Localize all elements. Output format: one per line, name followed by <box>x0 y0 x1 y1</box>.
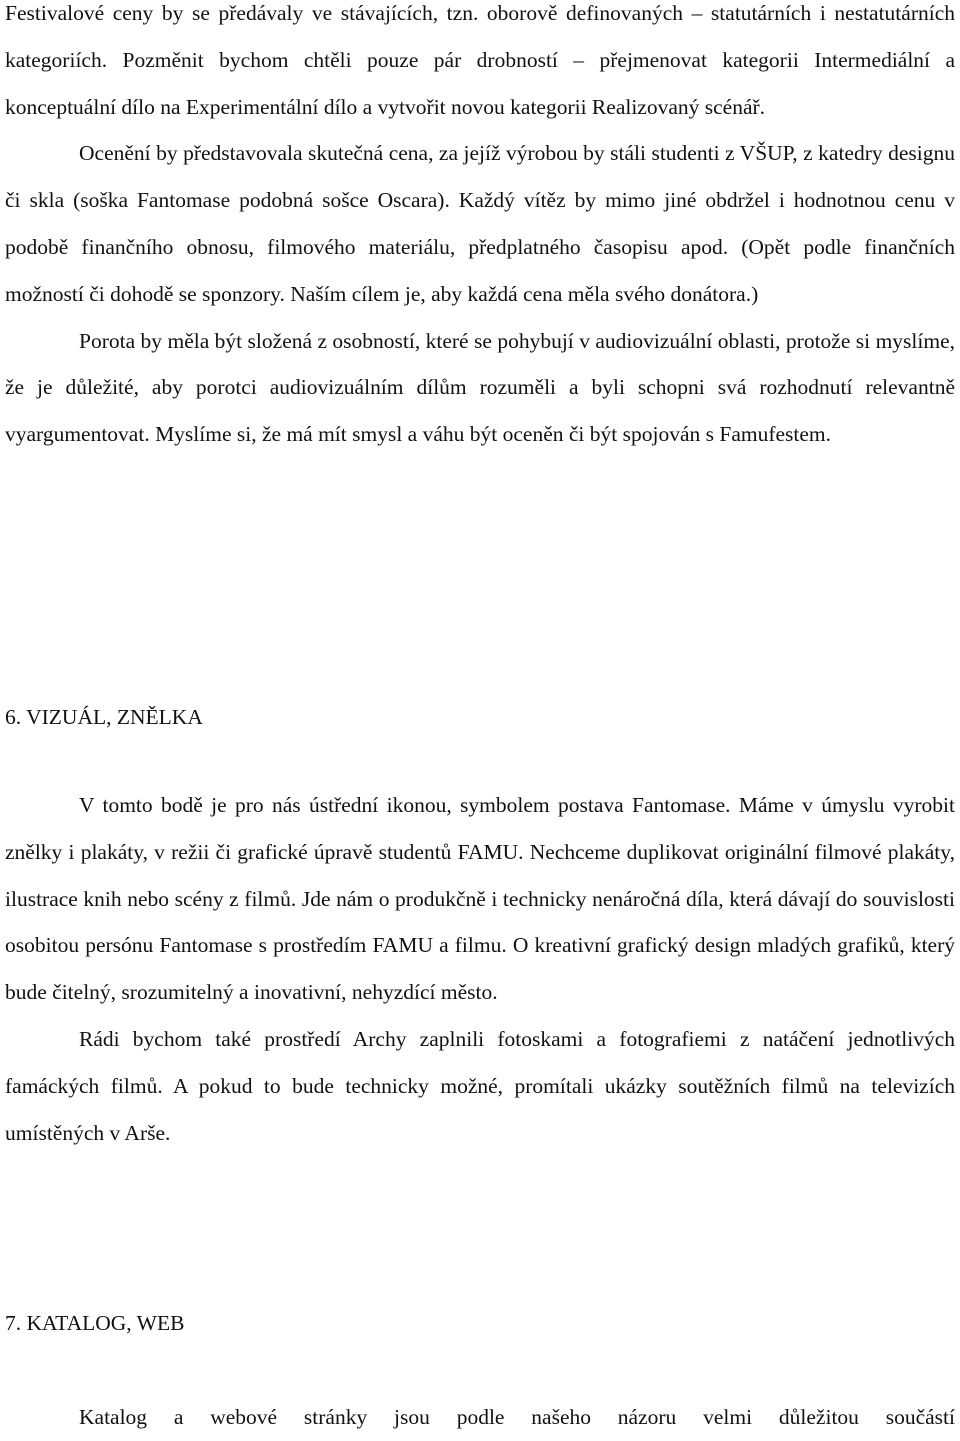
section-katalog <box>5 1394 955 1441</box>
paragraph-porota: Porota by měla být složená z osobností, které se pohybují v audiovizuální oblasti, protože si myslíme, že je důležité, aby porotci audiovizuálním dílům rozuměli a byli schopni svá rozhodnutí relevantně vyargumentovat. Myslíme si, že má mít smysl a váhu být oceněn či být spojován s Famufestem. <box>5 328 955 447</box>
paragraph-intro: Festivalové ceny by se předávaly ve stávajících, tzn. oborově definovaných – statutárních i nestatutárních kategoriích. Pozměnit bychom chtěli pouze pár drobností – přejmenovat kategorii Intermediální a konceptuální dílo na Experimentální dílo a vytvořit novou kategorii Realizovaný scénář. <box>5 1 955 119</box>
heading-katalog: 7. KATALOG, WEB <box>5 1311 185 1335</box>
section-awards <box>5 0 955 458</box>
section-vizual <box>5 782 955 1156</box>
paragraph-archa: Rádi bychom také prostředí Archy zaplnili fotoskami a fotografiemi z natáčení jednotlivých famáckých filmů. A pokud to bude technicky možné, promítali ukázky soutěžních filmů na televizích umístěných v Arše. <box>5 1026 955 1145</box>
heading-vizual: 6. VIZUÁL, ZNĚLKA <box>5 705 203 729</box>
paragraph-oceneni: Ocenění by představovala skutečná cena, za jejíž výrobou by stáli studenti z VŠUP, z katedry designu či skla (soška Fantomase podobná sošce Oscara). Každý vítěz by mimo jiné obdržel i hodnotnou cenu v podobě finančního obnosu, filmového materiálu, předplatného časopisu apod. (Opět podle finančních možností či dohodě se sponzory. Naším cílem je, aby každá cena měla svého donátora.) <box>5 141 955 306</box>
paragraph-katalog: Katalog a webové stránky jsou podle našeho názoru velmi důležitou součástí <box>79 1405 955 1429</box>
paragraph-vizual: V tomto bodě je pro nás ústřední ikonou, symbolem postava Fantomase. Máme v úmyslu vyrobit znělky i plakáty, v režii či grafické úpravě studentů FAMU. Nechceme duplikovat originální filmové plakáty, ilustrace knih nebo scény z filmů. Jde nám o produkčně i technicky nenáročná díla, která dávají do souvislosti osobitou persónu Fantomase s prostředím FAMU a filmu. O kreativní grafický design mladých grafiků, který bude čitelný, srozumitelný a inovativní, nehyzdící město. <box>5 793 955 1005</box>
